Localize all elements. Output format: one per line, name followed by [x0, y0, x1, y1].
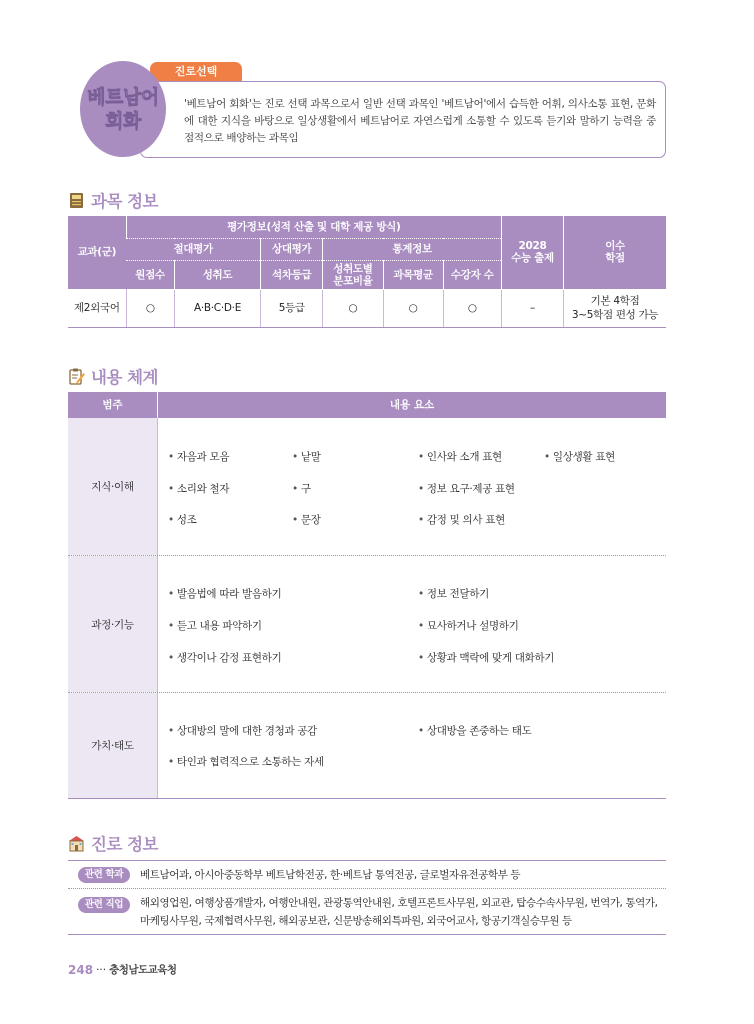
- row-process: [68, 556, 666, 693]
- cell-students: ○: [443, 289, 501, 327]
- cell-rank: 5등급: [261, 289, 323, 327]
- page-number: 248: [68, 962, 94, 977]
- th-subject-group: 교과(군): [68, 216, 126, 289]
- publisher-name: 충청남도교육청: [109, 964, 177, 976]
- list-item: • 묘사하거나 설명하기: [418, 618, 519, 633]
- th-distribution: 성취도별 분포비율: [323, 260, 383, 289]
- cell-csat: –: [501, 289, 563, 327]
- cell-distribution: ○: [323, 289, 383, 327]
- list-item: • 자음과 모음: [168, 449, 229, 464]
- related-departments-label: 관련 학과: [78, 867, 130, 883]
- th-rank: 석차등급: [261, 260, 323, 289]
- list-item: • 생각이나 감정 표현하기: [168, 650, 281, 665]
- list-item: • 상황과 맥락에 맞게 대화하기: [418, 650, 554, 665]
- list-item: • 일상생활 표현: [544, 449, 615, 464]
- list-item: • 구: [292, 481, 311, 496]
- list-item: • 낱말: [292, 449, 321, 464]
- subject-title-line1: 베트남어: [87, 86, 159, 108]
- list-item: • 감정 및 의사 표현: [418, 512, 505, 527]
- subject-title-line2: 회화: [105, 110, 141, 132]
- credits-line1: 기본 4학점: [590, 295, 640, 307]
- content-system-title: 내용 체계: [91, 368, 159, 387]
- list-item: • 문장: [292, 512, 321, 527]
- course-info-table: [68, 216, 666, 328]
- th-absolute: 절대평가: [126, 238, 260, 260]
- related-departments-row: [68, 860, 666, 889]
- list-item: • 정보 전달하기: [418, 586, 489, 601]
- category-value: 가치·태도: [68, 693, 158, 798]
- cell-mean: ○: [383, 289, 443, 327]
- list-item: • 상대방을 존중하는 태도: [418, 723, 531, 738]
- list-item: • 정보 요구·제공 표현: [418, 481, 515, 496]
- cell-credits: [564, 289, 666, 327]
- cell-achievement: A·B·C·D·E: [174, 289, 260, 327]
- value-items: [158, 693, 666, 798]
- cell-subject-group: 제2외국어: [68, 289, 126, 327]
- list-item: • 소리와 철자: [168, 481, 229, 496]
- th-raw-score: 원점수: [126, 260, 174, 289]
- list-item: • 상대방의 말에 대한 경청과 공감: [168, 723, 317, 738]
- list-item: • 듣고 내용 파악하기: [168, 618, 262, 633]
- page-footer: [68, 962, 177, 977]
- th-students: 수강자 수: [443, 260, 501, 289]
- th-statistics: 통계정보: [323, 238, 502, 260]
- career-title: 진로 정보: [91, 835, 159, 854]
- related-jobs-row: [68, 889, 666, 935]
- th-content-elements: 내용 요소: [389, 399, 435, 411]
- category-process: 과정·기능: [68, 556, 158, 692]
- th-csat: 2028 수능 출제: [501, 216, 563, 289]
- clipboard-pencil-icon: [68, 368, 85, 385]
- career-heading: [68, 831, 158, 855]
- list-item: • 인사와 소개 표현: [418, 449, 502, 464]
- knowledge-items: [158, 418, 666, 555]
- th-achievement: 성취도: [174, 260, 260, 289]
- row-value: [68, 693, 666, 799]
- row-knowledge: [68, 418, 666, 556]
- content-table-header: [68, 392, 666, 418]
- subject-description: '베트남어 회화'는 진로 선택 과목으로서 일반 선택 과목인 '베트남어'에서 습득한 어휘, 의사소통 표현, 문화에 대한 지식을 바탕으로 일상생활에서 베트남어로 자연스럽게 소통할 수 있도록 듣기와 말하기 능력을 중점적으로 배양하는 과목임: [184, 98, 656, 144]
- course-info-title: 과목 정보: [91, 192, 159, 211]
- th-category: 범주: [68, 392, 158, 418]
- cell-raw-score: ○: [126, 289, 174, 327]
- list-item: • 타인과 협력적으로 소통하는 자세: [168, 754, 324, 769]
- th-credits: 이수 학점: [564, 216, 666, 289]
- related-jobs-label: 관련 직업: [78, 897, 130, 913]
- course-info-heading: [68, 188, 158, 212]
- related-departments-text: 베트남어과, 아시아중동학부 베트남학전공, 한·베트남 통역전공, 글로벌자유전공학부 등: [140, 869, 521, 881]
- related-jobs-text: 해외영업원, 여행상품개발자, 여행안내원, 관광통역안내원, 호텔프론트사무원, 외교관, 탑승수속사무원, 번역가, 통역가, 마케팅사무원, 국제협력사무원, 해외공보관, 신문방송해외특파원, 외국어교사, 항공기객실승무원 등: [140, 897, 658, 927]
- th-relative: 상대평가: [261, 238, 323, 260]
- subject-title-badge: [80, 61, 166, 157]
- footer-separator: ···: [96, 963, 107, 976]
- process-items: [158, 556, 666, 692]
- track-tag: 진로선택: [150, 62, 242, 81]
- book-icon: [68, 192, 85, 209]
- credits-line2: 3~5학점 편성 가능: [571, 309, 659, 321]
- table-row: [68, 289, 666, 327]
- school-building-icon: [68, 835, 85, 852]
- list-item: • 발음법에 따라 발음하기: [168, 586, 281, 601]
- th-evaluation: 평가정보(성적 산출 및 대학 제공 방식): [126, 216, 501, 238]
- category-knowledge: 지식·이해: [68, 418, 158, 555]
- content-system-heading: [68, 364, 158, 388]
- list-item: • 성조: [168, 512, 197, 527]
- th-mean: 과목평균: [383, 260, 443, 289]
